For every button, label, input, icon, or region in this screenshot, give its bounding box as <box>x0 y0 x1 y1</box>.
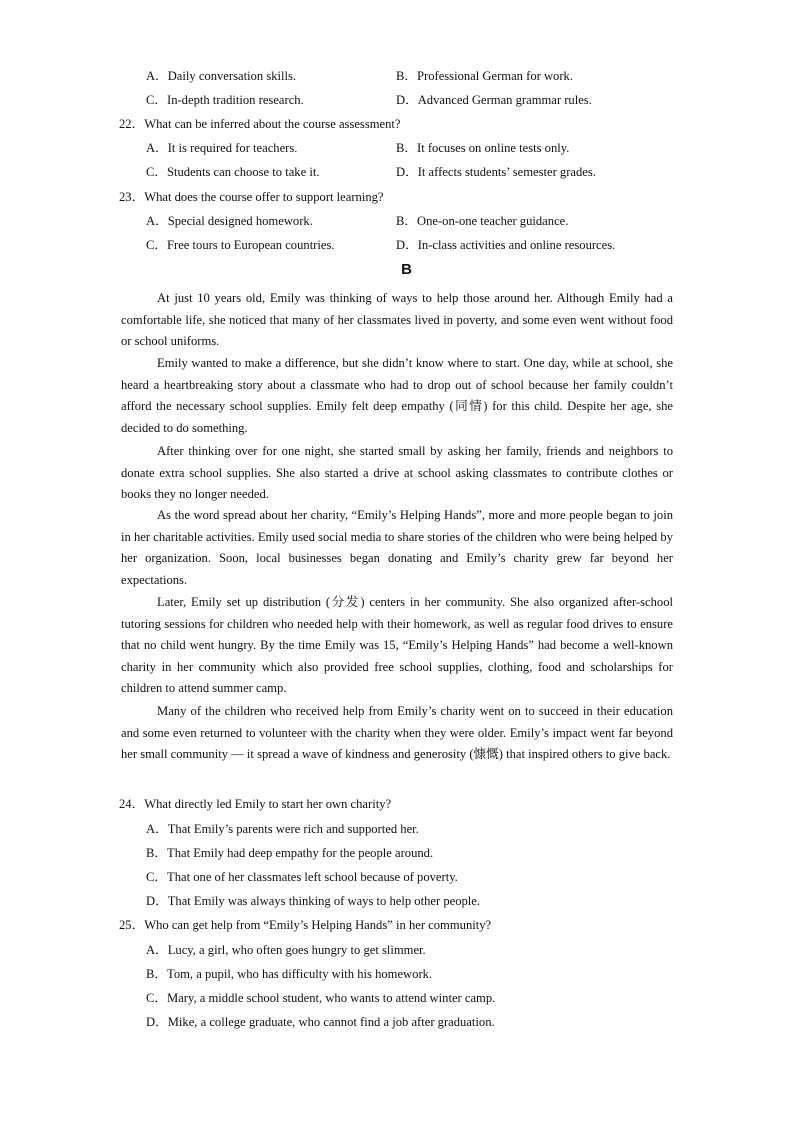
q25-option-a: A．Lucy, a girl, who often goes hungry to get slimmer. <box>146 943 426 957</box>
passage-paragraph-6: Many of the children who received help from Emily’s charity went on to succeed in their education and some even returned to volunteer with the charity when they were older. Emily’s impact went far beyond her small community — it spread a wave of kindness and generosity (慷慨) that inspired others to give back. <box>121 704 673 761</box>
passage-paragraph-2: Emily wanted to make a difference, but she didn’t know where to start. One day, while at school, she heard a heartbreaking story about a classmate who had to drop out of school because her family couldn’t afford the necessary school supplies. Emily felt deep empathy (同情) for this child. Despite her age, she decided to do something. <box>121 356 673 435</box>
q23-option-a: A．Special designed homework. <box>146 214 313 228</box>
q23-option-b: B．One-on-one teacher guidance. <box>396 214 569 228</box>
q23-option-d: D．In-class activities and online resources. <box>396 238 616 252</box>
q24-stem: 24．What directly led Emily to start her own charity? <box>119 797 392 811</box>
q24-option-c: C．That one of her classmates left school because of poverty. <box>146 870 458 884</box>
q25-option-d: D．Mike, a college graduate, who cannot find a job after graduation. <box>146 1015 495 1029</box>
q22-option-d: D．It affects students’ semester grades. <box>396 165 596 179</box>
q25-stem: 25．Who can get help from “Emily’s Helping Hands” in her community? <box>119 918 492 932</box>
q21-option-d: D．Advanced German grammar rules. <box>396 93 592 107</box>
q22-option-a: A．It is required for teachers. <box>146 141 298 155</box>
q24-option-d: D．That Emily was always thinking of ways to help other people. <box>146 894 481 908</box>
q23-stem: 23．What does the course offer to support learning? <box>119 190 384 204</box>
q21-option-a: A．Daily conversation skills. <box>146 69 297 83</box>
q24-option-a: A．That Emily’s parents were rich and supported her. <box>146 822 419 836</box>
q25-option-b: B．Tom, a pupil, who has difficulty with his homework. <box>146 967 433 981</box>
q23-option-c: C．Free tours to European countries. <box>146 238 335 252</box>
section-b-heading: B <box>401 261 412 278</box>
passage-paragraph-4: As the word spread about her charity, “Emily’s Helping Hands”, more and more people began to join in her charitable activities. Emily used social media to share stories of the children who were being helped by her organization. Soon, local businesses began donating and Emily’s charity grew far beyond her expectations. <box>121 508 673 587</box>
q21-option-c: C．In-depth tradition research. <box>146 93 304 107</box>
passage-paragraph-5: Later, Emily set up distribution (分发) centers in her community. She also organized after-school tutoring sessions for children who needed help with their homework, as well as regular food drives to ensure that no child went hungry. By the time Emily was 15, “Emily’s Helping Hands” had become a well-known charity in her community which also provided free school supplies, clothing, food and scholarships for children to attend summer camp. <box>121 595 673 695</box>
q22-option-b: B．It focuses on online tests only. <box>396 141 570 155</box>
q21-option-b: B．Professional German for work. <box>396 69 573 83</box>
passage-paragraph-1: At just 10 years old, Emily was thinking of ways to help those around her. Although Emily had a comfortable life, she noticed that many of her classmates lived in poverty, and some even went without food or school uniforms. <box>121 291 673 348</box>
passage-paragraph-3: After thinking over for one night, she started small by asking her family, friends and neighbors to donate extra school supplies. She also started a drive at school asking classmates to contribute clothes or books they no longer needed. <box>121 444 673 501</box>
q22-option-c: C．Students can choose to take it. <box>146 165 320 179</box>
q22-stem: 22．What can be inferred about the course assessment? <box>119 117 401 131</box>
q24-option-b: B．That Emily had deep empathy for the people around. <box>146 846 434 860</box>
q25-option-c: C．Mary, a middle school student, who wants to attend winter camp. <box>146 991 496 1005</box>
